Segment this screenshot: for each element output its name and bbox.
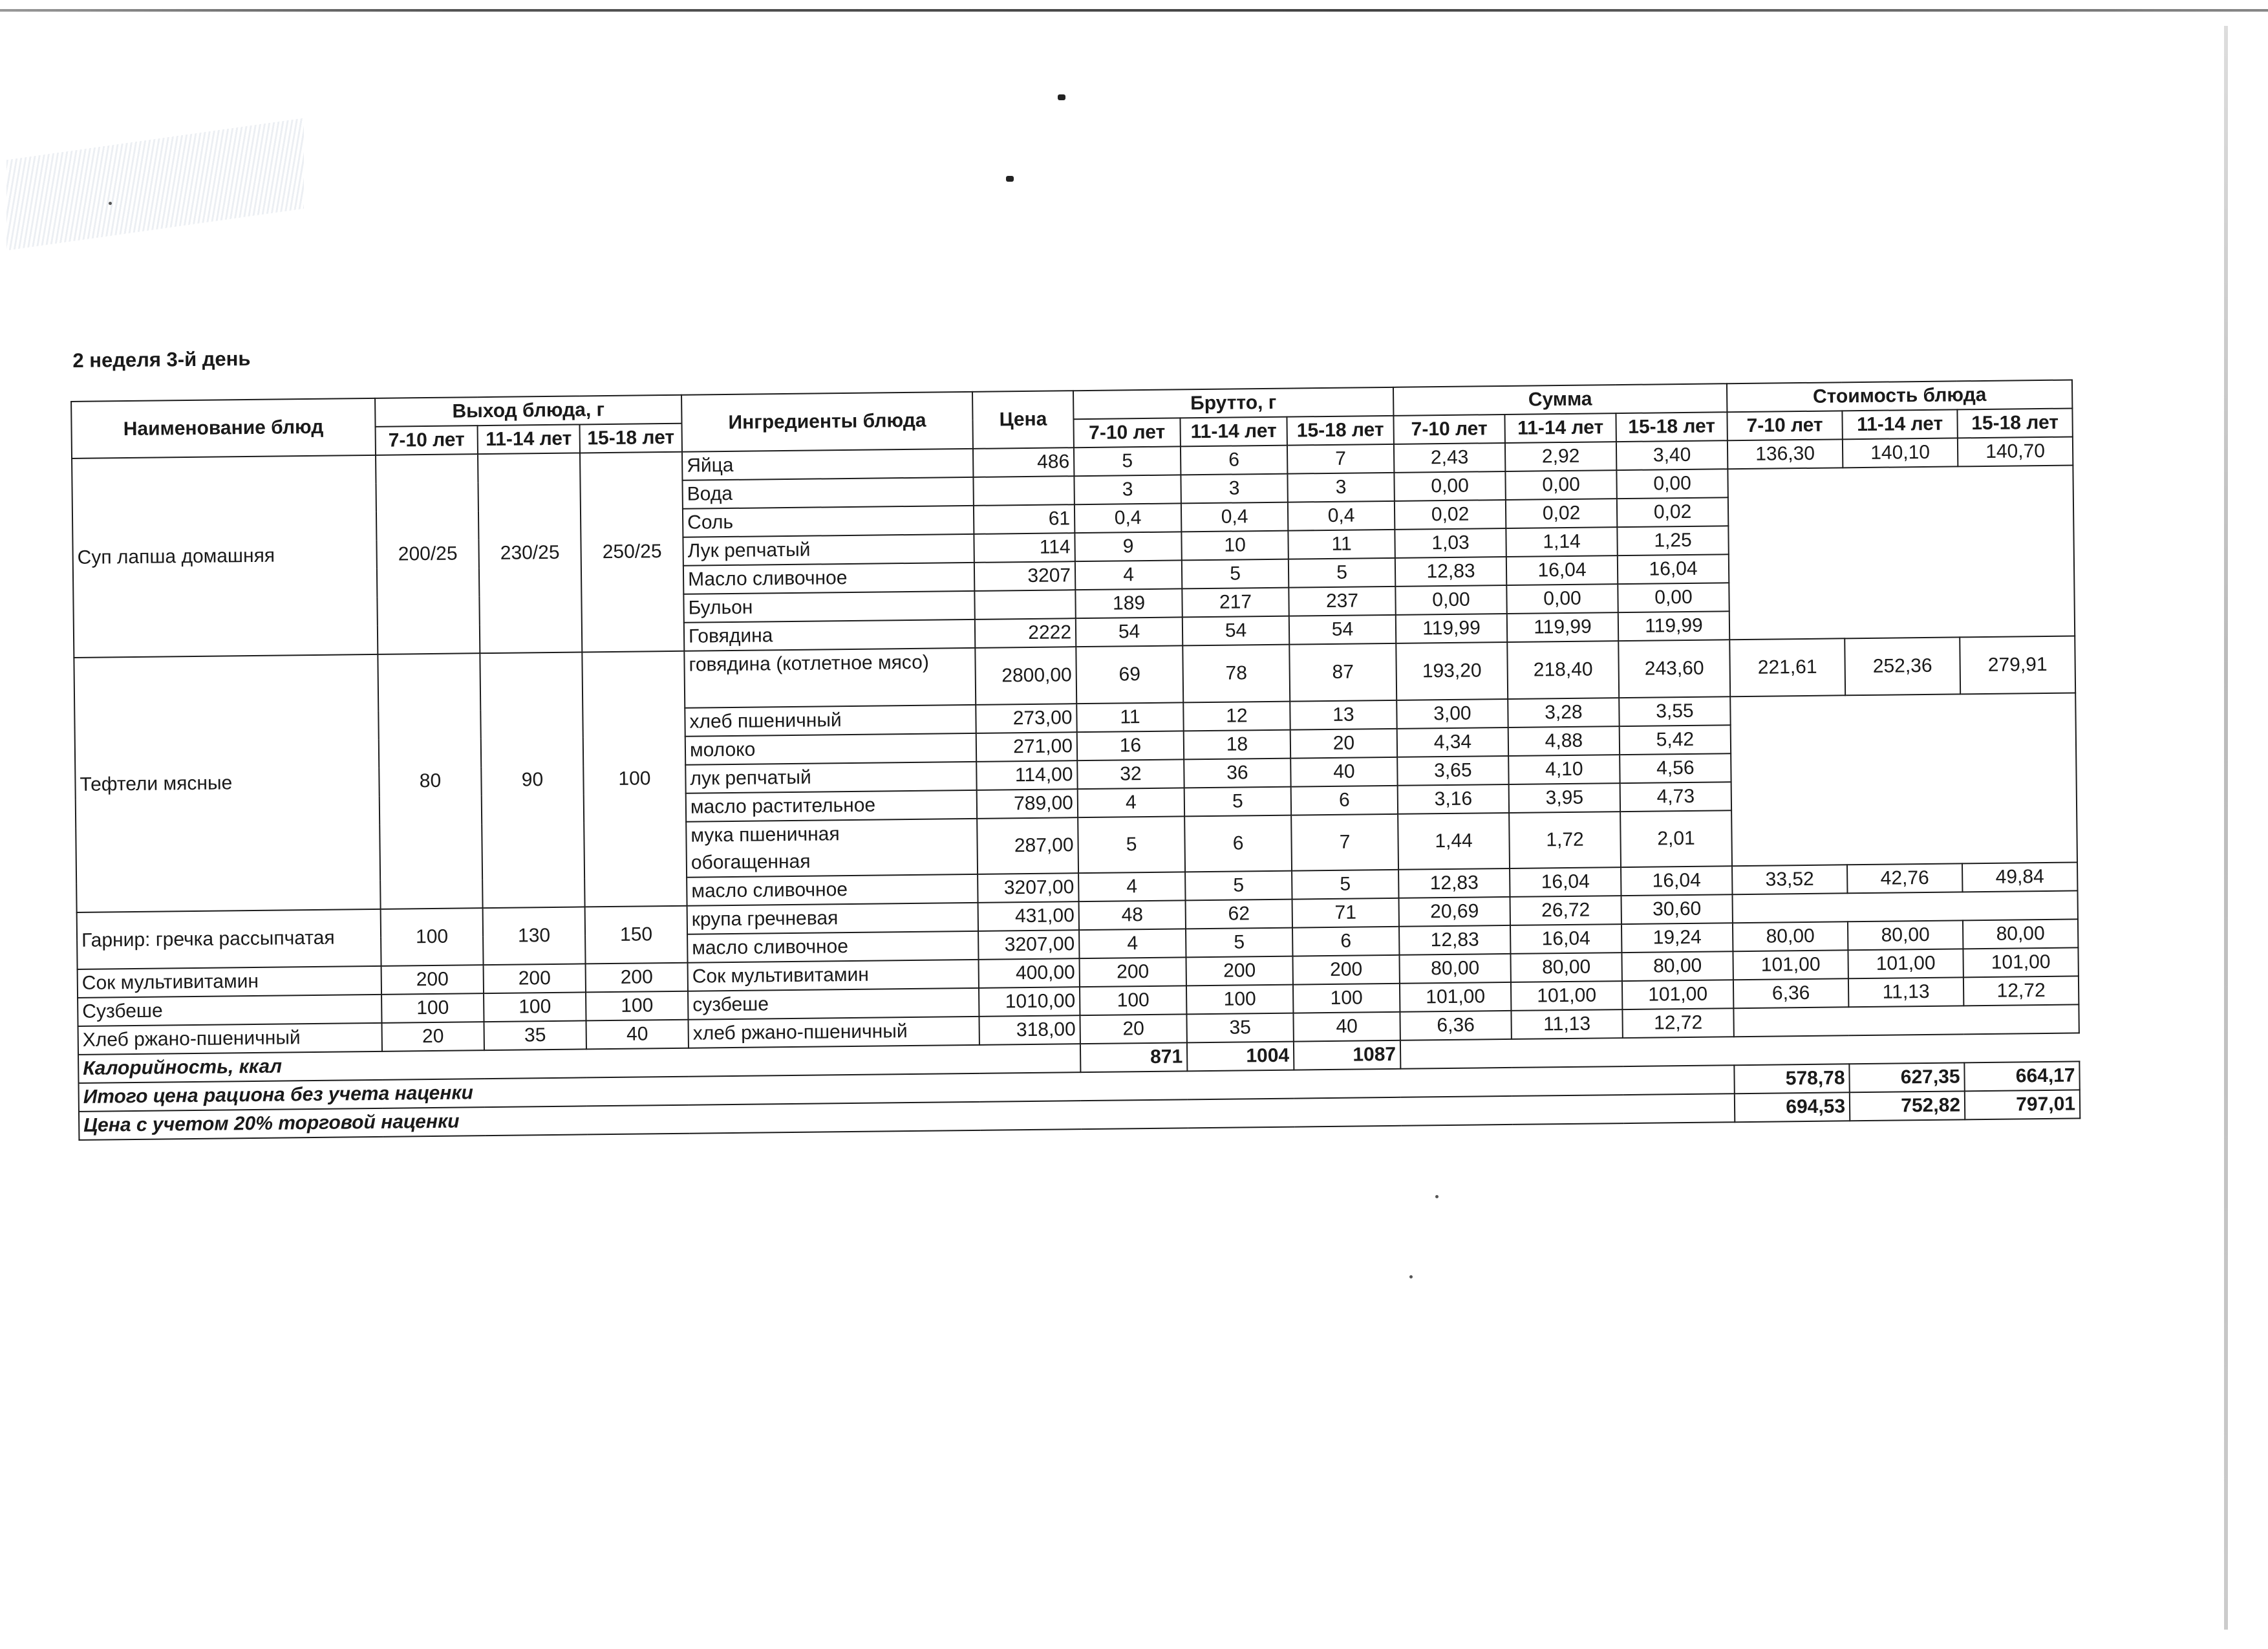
dish-cost: 6,36 (1733, 978, 1848, 1008)
dish-cost: 279,91 (1960, 636, 2075, 694)
dish-yield: 40 (586, 1020, 688, 1050)
brutto-value: 237 (1289, 587, 1395, 616)
sum-value: 0,00 (1394, 471, 1505, 501)
sum-value: 3,95 (1509, 783, 1620, 813)
sum-value: 101,00 (1400, 982, 1511, 1012)
calories-value: 1004 (1187, 1042, 1294, 1072)
sum-value: 3,40 (1616, 440, 1728, 470)
dish-yield: 230/25 (478, 453, 582, 653)
sum-value: 5,42 (1620, 725, 1731, 755)
brutto-value: 62 (1186, 900, 1292, 929)
sum-value: 0,02 (1395, 500, 1506, 530)
calories-value: 871 (1080, 1042, 1187, 1072)
ingredient-name (686, 819, 978, 878)
col-brutto: Брутто, г (1073, 387, 1393, 419)
scan-top-edge (0, 9, 2268, 12)
brutto-value: 4 (1078, 788, 1184, 817)
sum-value: 101,00 (1511, 981, 1622, 1011)
brutto-value: 5 (1186, 928, 1292, 958)
brutto-value: 32 (1077, 759, 1184, 789)
age-group: 7-10 лет (1727, 411, 1842, 440)
dish-yield: 250/25 (580, 452, 684, 652)
scan-smudge (6, 118, 304, 251)
scan-right-edge (2224, 26, 2228, 1630)
dish-cost: 221,61 (1729, 638, 1845, 696)
col-yield: Выход блюда, г (375, 395, 681, 427)
sum-value: 1,03 (1395, 528, 1506, 558)
ingredient-name: хлеб ржано-пшеничный (688, 1017, 979, 1048)
brutto-value: 4 (1075, 560, 1182, 590)
dish-yield: 100 (484, 992, 586, 1022)
sum-value: 119,99 (1396, 614, 1507, 643)
sum-value: 0,00 (1618, 583, 1729, 612)
brutto-value: 40 (1290, 757, 1397, 787)
dish-cost: 49,84 (1962, 862, 2077, 892)
col-dish-cost: Стоимость блюда (1727, 380, 2072, 412)
sum-value: 2,01 (1620, 810, 1732, 867)
age-group: 15-18 лет (1287, 416, 1393, 446)
brutto-value: 200 (1186, 956, 1292, 986)
dish-cost: 101,00 (1848, 949, 1963, 978)
scan-speck (1409, 1275, 1413, 1278)
sum-value: 80,00 (1510, 953, 1621, 982)
brutto-value: 35 (1186, 1013, 1293, 1043)
ingredient-price: 486 (973, 447, 1074, 477)
dish-name: Тефтели мясные (74, 654, 380, 912)
scan-speck (1058, 94, 1065, 100)
dish-cost: 12,72 (1963, 976, 2079, 1006)
sum-value: 12,72 (1622, 1008, 1733, 1038)
brutto-value: 11 (1288, 530, 1395, 559)
sum-value: 16,04 (1618, 554, 1729, 584)
ingredient-name: крупа гречневая (687, 903, 978, 934)
empty-cell (1733, 1004, 2079, 1037)
sum-value: 4,88 (1508, 726, 1620, 756)
sum-value: 80,00 (1399, 954, 1510, 984)
dish-cost: 140,70 (1958, 436, 2073, 466)
brutto-value: 0,4 (1181, 502, 1288, 532)
col-dish-name: Наименование блюд (71, 398, 376, 458)
sum-value: 1,25 (1617, 526, 1728, 555)
total-no-markup-value: 627,35 (1849, 1062, 1964, 1092)
brutto-value: 5 (1289, 558, 1395, 588)
ingredient-price: 3207,00 (978, 930, 1079, 960)
brutto-value: 6 (1184, 815, 1292, 872)
total-no-markup-value: 578,78 (1734, 1064, 1849, 1094)
empty-cell (1730, 693, 2077, 866)
sum-value: 2,43 (1394, 443, 1505, 473)
brutto-value: 48 (1079, 900, 1186, 930)
ingredient-price: 3207,00 (978, 873, 1078, 903)
dish-yield: 100 (381, 993, 484, 1023)
dish-yield: 150 (585, 906, 688, 964)
sum-value: 12,83 (1395, 557, 1506, 587)
dish-cost: 101,00 (1963, 947, 2078, 977)
sum-value: 0,02 (1506, 499, 1617, 528)
brutto-value: 13 (1290, 700, 1396, 730)
ingredient-name: Масло сливочное (683, 563, 974, 594)
brutto-value: 189 (1075, 588, 1182, 618)
sum-value: 12,83 (1398, 868, 1510, 898)
col-price: Цена (972, 391, 1074, 449)
ingredient-name-line: мука пшеничная (690, 823, 840, 846)
ingredient-price: 2800,00 (975, 647, 1076, 705)
scan-speck (1006, 176, 1014, 182)
age-group: 15-18 лет (1957, 408, 2072, 438)
brutto-value: 200 (1080, 957, 1186, 987)
ingredient-price: 61 (974, 504, 1075, 534)
sum-value: 119,99 (1507, 612, 1618, 642)
calories-value: 1087 (1294, 1040, 1400, 1070)
sum-value: 1,14 (1506, 527, 1617, 557)
document-sheet (70, 314, 2097, 1242)
total-markup-label: Цена с учетом 20% торговой наценки (79, 1094, 1735, 1140)
brutto-value: 200 (1292, 955, 1399, 985)
sum-value: 4,34 (1397, 727, 1508, 757)
sum-value: 3,28 (1508, 698, 1619, 727)
empty-cell (1732, 890, 2077, 923)
ingredient-name: хлеб пшеничный (685, 705, 976, 737)
brutto-value: 7 (1291, 814, 1398, 871)
ingredient-name: говядина (котлетное мясо) (684, 648, 976, 708)
dish-yield: 80 (378, 653, 482, 909)
brutto-value: 5 (1184, 787, 1291, 817)
ingredient-price: 431,00 (978, 901, 1079, 931)
age-group: 15-18 лет (580, 424, 682, 453)
ingredient-name: Яйца (682, 449, 973, 480)
brutto-value: 16 (1077, 731, 1184, 760)
sum-value: 1,72 (1509, 812, 1621, 868)
ingredient-name: Говядина (684, 620, 975, 651)
brutto-value: 10 (1181, 531, 1288, 561)
dish-cost: 42,76 (1847, 863, 1962, 893)
brutto-value: 9 (1075, 532, 1181, 561)
brutto-value: 6 (1181, 446, 1287, 475)
age-group: 15-18 лет (1616, 412, 1727, 442)
brutto-value: 0,4 (1288, 501, 1395, 531)
brutto-value: 5 (1185, 871, 1292, 901)
sum-value: 3,55 (1619, 696, 1730, 726)
brutto-value: 3 (1287, 473, 1394, 502)
dish-cost: 33,52 (1732, 865, 1847, 894)
ingredient-price: 789,00 (977, 789, 1078, 819)
total-markup-value: 797,01 (1965, 1090, 2080, 1119)
brutto-value: 5 (1182, 559, 1289, 589)
ingredient-price: 271,00 (976, 732, 1077, 762)
sum-value: 3,00 (1396, 699, 1508, 729)
sum-value: 193,20 (1396, 642, 1508, 700)
brutto-value: 4 (1078, 872, 1185, 901)
brutto-value: 3 (1181, 474, 1287, 504)
ingredient-name: масло сливочное (687, 931, 978, 963)
scan-speck (109, 202, 112, 205)
dish-name: Хлеб ржано-пшеничный (78, 1023, 382, 1055)
brutto-value: 18 (1184, 730, 1290, 760)
sum-value: 243,60 (1618, 640, 1730, 698)
dish-yield: 100 (582, 651, 687, 907)
age-group: 7-10 лет (376, 426, 478, 455)
sum-value: 4,73 (1620, 782, 1731, 812)
total-markup-value: 694,53 (1735, 1092, 1850, 1122)
brutto-value: 20 (1080, 1014, 1186, 1044)
brutto-value: 100 (1293, 984, 1400, 1013)
brutto-value: 54 (1076, 617, 1182, 647)
age-group: 11-14 лет (478, 424, 580, 454)
ingredient-name-line: обогащенная (690, 850, 811, 874)
dish-yield: 130 (483, 907, 586, 965)
ingredient-name: сузбеше (688, 988, 979, 1020)
total-no-markup-label: Итого цена рациона без учета наценки (78, 1065, 1734, 1112)
brutto-value: 54 (1182, 616, 1289, 646)
ingredient-name: Соль (683, 506, 974, 537)
menu-table (70, 379, 2081, 1140)
ingredient-name: Вода (682, 477, 973, 509)
brutto-value: 3 (1074, 475, 1181, 504)
dish-cost: 80,00 (1733, 921, 1848, 951)
dish-cost: 80,00 (1848, 920, 1963, 950)
dish-cost: 140,10 (1843, 438, 1958, 468)
ingredient-price: 1010,00 (979, 987, 1080, 1017)
sum-value: 80,00 (1621, 951, 1733, 981)
age-group: 11-14 лет (1180, 417, 1287, 447)
sum-value: 16,04 (1506, 555, 1618, 585)
sum-value: 30,60 (1621, 894, 1733, 924)
brutto-value: 5 (1078, 816, 1185, 873)
brutto-value: 40 (1293, 1012, 1400, 1042)
document-title: 2 неделя 3-й день (72, 347, 251, 372)
ingredient-price (973, 476, 1074, 506)
brutto-value: 100 (1080, 986, 1186, 1015)
dish-name: Суп лапша домашняя (72, 455, 378, 658)
sum-value: 0,00 (1395, 585, 1506, 615)
ingredient-price: 400,00 (979, 958, 1080, 988)
sum-value: 0,00 (1505, 470, 1616, 500)
brutto-value: 71 (1292, 898, 1399, 928)
ingredient-name: Бульон (683, 591, 974, 623)
ingredient-name: лук репчатый (685, 762, 976, 793)
dish-name: Гарнир: гречка рассыпчатая (77, 909, 381, 969)
empty-cell (1728, 465, 2075, 640)
sum-value: 3,65 (1397, 756, 1508, 786)
dish-cost: 136,30 (1728, 439, 1843, 469)
ingredient-price: 3207 (974, 561, 1075, 591)
col-ingredients: Ингредиенты блюда (681, 392, 973, 452)
sum-value: 4,56 (1620, 753, 1731, 783)
sum-value: 16,04 (1510, 867, 1621, 897)
dish-yield: 200 (586, 963, 688, 993)
sum-value: 3,16 (1398, 784, 1509, 814)
age-group: 11-14 лет (1504, 413, 1616, 443)
dish-yield: 100 (381, 908, 484, 966)
ingredient-price: 2222 (975, 618, 1076, 648)
age-group: 11-14 лет (1842, 409, 1957, 439)
brutto-value: 87 (1289, 643, 1396, 702)
dish-yield: 100 (586, 991, 688, 1021)
sum-value: 6,36 (1400, 1011, 1511, 1040)
ingredient-price: 318,00 (979, 1015, 1080, 1045)
sum-value: 119,99 (1618, 611, 1729, 641)
sum-value: 0,00 (1616, 469, 1728, 499)
brutto-value: 5 (1292, 870, 1398, 900)
brutto-value: 7 (1287, 444, 1394, 474)
brutto-value: 20 (1290, 729, 1397, 759)
brutto-value: 5 (1074, 446, 1181, 476)
sum-value: 1,44 (1398, 813, 1510, 870)
dish-cost: 80,00 (1963, 919, 2078, 949)
dish-yield: 90 (480, 652, 584, 908)
ingredient-price: 114,00 (976, 760, 1077, 790)
sum-value: 16,04 (1621, 866, 1732, 896)
age-group: 7-10 лет (1393, 415, 1504, 444)
brutto-value: 78 (1182, 645, 1290, 703)
dish-yield: 20 (382, 1022, 484, 1051)
dish-name: Сок мультивитамин (78, 966, 381, 998)
brutto-value: 36 (1184, 759, 1290, 788)
ingredient-price: 273,00 (976, 704, 1076, 733)
total-no-markup-value: 664,17 (1964, 1061, 2079, 1091)
col-sum: Сумма (1393, 383, 1727, 416)
dish-name: Сузбеше (78, 995, 381, 1026)
brutto-value: 217 (1182, 588, 1289, 618)
brutto-value: 0,4 (1075, 503, 1181, 533)
ingredient-price: 114 (974, 533, 1075, 563)
ingredient-name: Лук репчатый (683, 534, 974, 566)
ingredient-name: масло сливочное (687, 874, 978, 906)
dish-yield: 200 (381, 965, 484, 995)
dish-yield: 200/25 (376, 454, 480, 654)
brutto-value: 12 (1183, 702, 1290, 731)
sum-value: 19,24 (1621, 923, 1733, 953)
age-group: 7-10 лет (1073, 418, 1180, 447)
sum-value: 0,00 (1506, 584, 1618, 614)
sum-value: 101,00 (1622, 980, 1733, 1009)
sum-value: 0,02 (1617, 497, 1728, 527)
ingredient-name: молоко (685, 733, 976, 765)
total-markup-value: 752,82 (1850, 1091, 1965, 1121)
sum-value: 218,40 (1507, 641, 1619, 699)
brutto-value: 100 (1186, 985, 1293, 1015)
ingredient-name: Сок мультивитамин (688, 960, 979, 991)
dish-yield: 200 (484, 964, 586, 993)
ingredient-name: масло растительное (686, 790, 977, 822)
calories-label: Калорийность, ккал (78, 1044, 1080, 1083)
sum-value: 4,10 (1508, 755, 1620, 784)
brutto-value: 6 (1292, 927, 1399, 956)
sum-value: 20,69 (1399, 897, 1510, 927)
sum-value: 26,72 (1510, 896, 1621, 925)
dish-cost: 11,13 (1848, 977, 1963, 1007)
sum-value: 12,83 (1399, 925, 1510, 955)
brutto-value: 69 (1076, 645, 1183, 704)
dish-cost: 101,00 (1733, 950, 1848, 980)
sum-value: 11,13 (1511, 1009, 1622, 1039)
brutto-value: 54 (1289, 615, 1396, 645)
ingredient-price: 287,00 (977, 817, 1078, 874)
dish-yield: 35 (484, 1020, 586, 1050)
dish-cost: 252,36 (1845, 637, 1960, 695)
sum-value: 16,04 (1510, 924, 1621, 954)
brutto-value: 6 (1291, 786, 1398, 815)
sum-value: 2,92 (1505, 442, 1616, 471)
brutto-value: 11 (1076, 702, 1183, 732)
ingredient-price (974, 590, 1075, 620)
brutto-value: 4 (1079, 929, 1186, 958)
